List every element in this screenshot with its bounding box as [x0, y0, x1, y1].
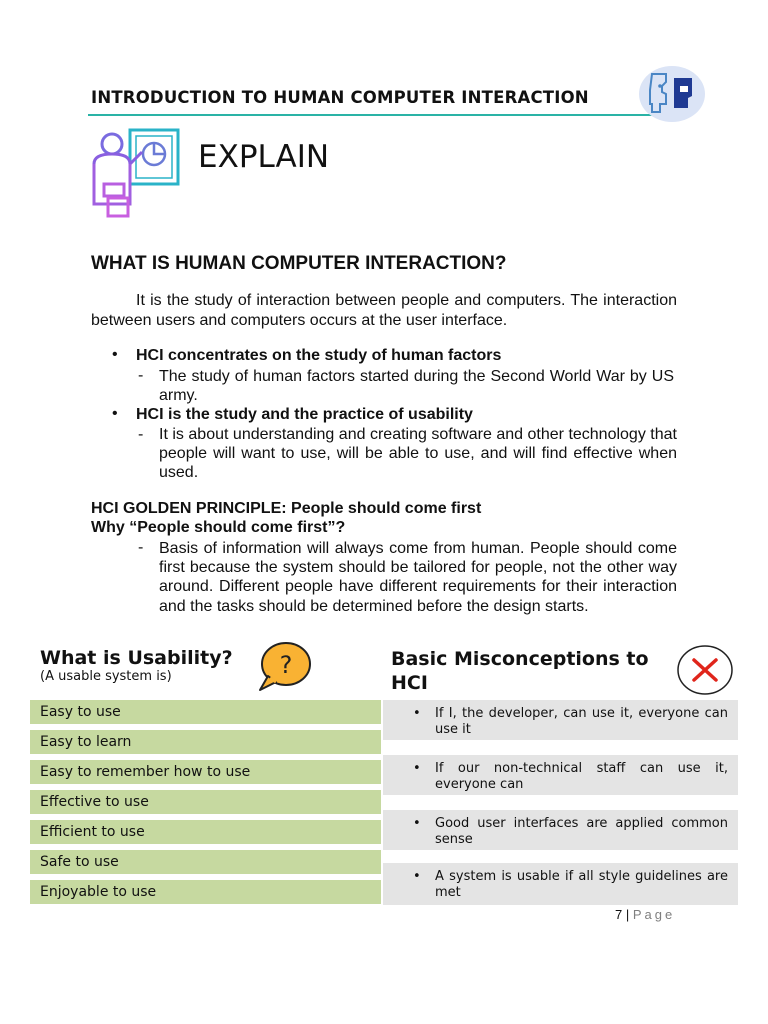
- page-separator: |: [625, 907, 630, 922]
- dash-marker: -: [138, 367, 144, 384]
- svg-text:?: ?: [279, 651, 293, 679]
- page-footer: [615, 907, 675, 922]
- golden-explanation: Basis of information will always come from human. People should come first because the system should be tailored for people, not the other way around. Different people have different requirements for their interaction and the tasks should be determined before the design starts.: [159, 540, 677, 615]
- golden-principle-value: People should come first: [291, 500, 482, 517]
- misconception-text: Good user interfaces are applied common sense: [435, 816, 728, 847]
- misconception-item: [383, 863, 738, 905]
- misconception-text: If our non-technical staff can use it, everyone can: [435, 761, 728, 792]
- misconception-item: [383, 810, 738, 850]
- usability-item: Effective to use: [30, 790, 381, 814]
- usability-subtitle: (A usable system is): [40, 669, 172, 684]
- bullet-dot-icon: •: [413, 706, 421, 721]
- usability-item: Easy to use: [30, 700, 381, 724]
- golden-principle-line: [91, 500, 481, 518]
- golden-why: Why “People should come first”?: [91, 519, 346, 536]
- section-title: WHAT IS HUMAN COMPUTER INTERACTION?: [91, 253, 507, 274]
- misconceptions-title-line1: Basic Misconceptions to: [391, 648, 649, 670]
- teacher-presentation-icon: [88, 124, 188, 220]
- page-word: Page: [632, 907, 676, 922]
- human-computer-head-icon: [638, 64, 706, 124]
- bullet-dot-icon: •: [112, 346, 118, 363]
- intro-paragraph: It is the study of interaction between people and computers. The interaction between users and computers occurs at the user interface.: [91, 292, 677, 329]
- bullet-heading: HCI concentrates on the study of human factors: [136, 347, 502, 364]
- explain-heading: EXPLAIN: [198, 139, 330, 175]
- misconception-item: [383, 700, 738, 740]
- usability-item: Safe to use: [30, 850, 381, 874]
- red-x-icon: [676, 644, 734, 696]
- usability-item: Efficient to use: [30, 820, 381, 844]
- usability-title: What is Usability?: [40, 647, 233, 669]
- misconceptions-title: [391, 647, 649, 695]
- header-title: INTRODUCTION TO HUMAN COMPUTER INTERACTION: [91, 88, 589, 107]
- misconceptions-title-line2: HCI: [391, 672, 428, 694]
- bullet-dot-icon: •: [112, 405, 118, 422]
- bullet-dot-icon: •: [413, 869, 421, 884]
- bullet-dot-icon: •: [413, 761, 421, 776]
- dash-marker: -: [138, 539, 144, 556]
- usability-item: Easy to remember how to use: [30, 760, 381, 784]
- bullet-subtext: The study of human factors started during the Second World War by US army.: [159, 368, 674, 405]
- bullet-heading: HCI is the study and the practice of usability: [136, 406, 473, 423]
- dash-marker: -: [138, 426, 144, 443]
- bullet-dot-icon: •: [413, 816, 421, 831]
- page-number: 7: [615, 907, 623, 922]
- bullet-subtext: It is about understanding and creating software and other technology that people will want to use, will be able to use, and will find effective when used.: [159, 426, 677, 482]
- usability-item: Enjoyable to use: [30, 880, 381, 904]
- golden-principle-label: HCI GOLDEN PRINCIPLE:: [91, 500, 287, 517]
- misconception-text: A system is usable if all style guidelines are met: [435, 869, 728, 900]
- misconception-text: If I, the developer, can use it, everyone can use it: [435, 706, 728, 737]
- question-bubble-icon: [256, 640, 312, 692]
- header-rule: [88, 114, 678, 116]
- misconception-item: [383, 755, 738, 795]
- usability-item: Easy to learn: [30, 730, 381, 754]
